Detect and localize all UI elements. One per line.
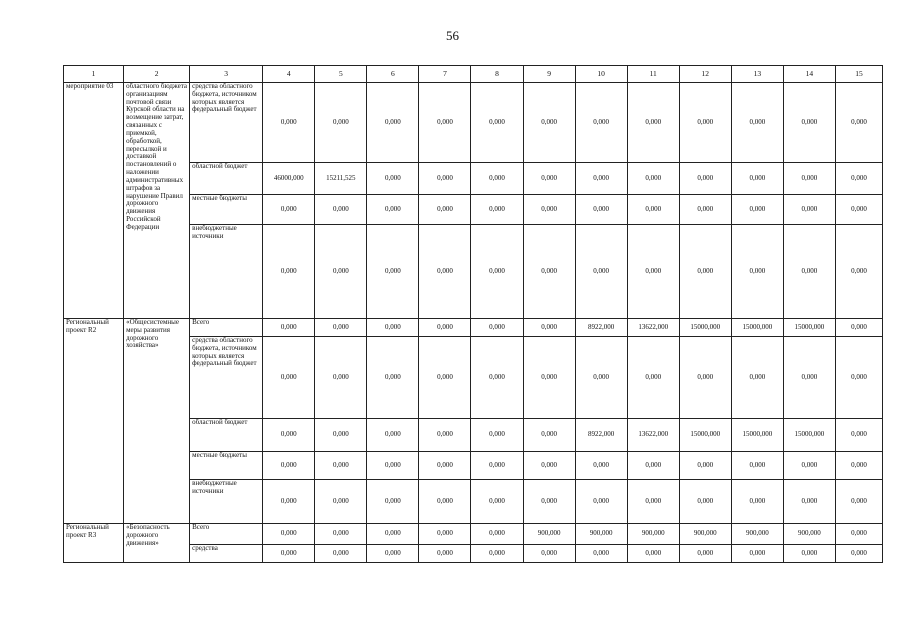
value-cell: 0,000 bbox=[679, 225, 731, 319]
value-cell: 0,000 bbox=[367, 337, 419, 419]
value-cell: 900,000 bbox=[627, 524, 679, 545]
value-cell: 0,000 bbox=[263, 524, 315, 545]
value-cell: 0,000 bbox=[627, 545, 679, 563]
value-cell: 0,000 bbox=[679, 452, 731, 480]
value-cell: 0,000 bbox=[419, 419, 471, 452]
measure-name-cell: мероприятие 03 bbox=[64, 83, 124, 319]
value-cell: 0,000 bbox=[315, 452, 367, 480]
value-cell: 0,000 bbox=[419, 545, 471, 563]
value-cell: 0,000 bbox=[471, 319, 523, 337]
column-header-8: 8 bbox=[471, 66, 523, 83]
value-cell: 0,000 bbox=[783, 225, 835, 319]
funding-source-cell: внебюджетные источники bbox=[190, 480, 263, 524]
value-cell: 0,000 bbox=[835, 452, 882, 480]
value-cell: 900,000 bbox=[783, 524, 835, 545]
value-cell: 15000,000 bbox=[731, 419, 783, 452]
value-cell: 0,000 bbox=[575, 452, 627, 480]
measure-description-cell: «Безопасность дорожного движения» bbox=[124, 524, 190, 563]
value-cell: 0,000 bbox=[523, 419, 575, 452]
value-cell: 0,000 bbox=[731, 195, 783, 225]
value-cell: 0,000 bbox=[523, 163, 575, 195]
value-cell: 46000,000 bbox=[263, 163, 315, 195]
value-cell: 0,000 bbox=[367, 480, 419, 524]
table-row bbox=[64, 319, 883, 337]
value-cell: 0,000 bbox=[523, 225, 575, 319]
budget-table bbox=[63, 65, 883, 563]
funding-source-cell: средства bbox=[190, 545, 263, 563]
value-cell: 0,000 bbox=[315, 319, 367, 337]
value-cell: 0,000 bbox=[835, 419, 882, 452]
value-cell: 0,000 bbox=[835, 319, 882, 337]
value-cell: 0,000 bbox=[315, 225, 367, 319]
value-cell: 0,000 bbox=[367, 195, 419, 225]
value-cell: 0,000 bbox=[575, 545, 627, 563]
value-cell: 0,000 bbox=[835, 480, 882, 524]
value-cell: 0,000 bbox=[575, 225, 627, 319]
value-cell: 0,000 bbox=[679, 195, 731, 225]
value-cell: 0,000 bbox=[315, 524, 367, 545]
value-cell: 0,000 bbox=[627, 195, 679, 225]
value-cell: 0,000 bbox=[523, 545, 575, 563]
value-cell: 0,000 bbox=[263, 83, 315, 163]
value-cell: 0,000 bbox=[367, 545, 419, 563]
value-cell: 0,000 bbox=[471, 225, 523, 319]
value-cell: 0,000 bbox=[263, 419, 315, 452]
value-cell: 0,000 bbox=[627, 337, 679, 419]
value-cell: 0,000 bbox=[263, 195, 315, 225]
value-cell: 0,000 bbox=[471, 195, 523, 225]
value-cell: 0,000 bbox=[783, 452, 835, 480]
value-cell: 900,000 bbox=[679, 524, 731, 545]
value-cell: 0,000 bbox=[315, 195, 367, 225]
value-cell: 15000,000 bbox=[783, 419, 835, 452]
value-cell: 0,000 bbox=[471, 452, 523, 480]
value-cell: 15211,525 bbox=[315, 163, 367, 195]
value-cell: 0,000 bbox=[627, 452, 679, 480]
funding-source-cell: областной бюджет bbox=[190, 419, 263, 452]
value-cell: 0,000 bbox=[367, 83, 419, 163]
value-cell: 0,000 bbox=[523, 480, 575, 524]
value-cell: 0,000 bbox=[575, 195, 627, 225]
value-cell: 900,000 bbox=[575, 524, 627, 545]
value-cell: 15000,000 bbox=[731, 319, 783, 337]
value-cell: 0,000 bbox=[523, 337, 575, 419]
value-cell: 0,000 bbox=[731, 545, 783, 563]
table-row bbox=[64, 524, 883, 545]
value-cell: 0,000 bbox=[419, 83, 471, 163]
value-cell: 0,000 bbox=[263, 337, 315, 419]
value-cell: 0,000 bbox=[315, 545, 367, 563]
value-cell: 0,000 bbox=[679, 163, 731, 195]
measure-description-cell: «Общесистемные меры развития дорожного хозяйства» bbox=[124, 319, 190, 524]
value-cell: 8922,000 bbox=[575, 319, 627, 337]
value-cell: 0,000 bbox=[679, 545, 731, 563]
value-cell: 0,000 bbox=[731, 225, 783, 319]
value-cell: 0,000 bbox=[731, 480, 783, 524]
header-row bbox=[64, 66, 883, 83]
value-cell: 0,000 bbox=[263, 225, 315, 319]
column-header-7: 7 bbox=[419, 66, 471, 83]
column-header-6: 6 bbox=[367, 66, 419, 83]
value-cell: 0,000 bbox=[471, 83, 523, 163]
value-cell: 0,000 bbox=[419, 480, 471, 524]
funding-source-cell: Всего bbox=[190, 319, 263, 337]
column-header-14: 14 bbox=[783, 66, 835, 83]
column-header-10: 10 bbox=[575, 66, 627, 83]
funding-source-cell: областной бюджет bbox=[190, 163, 263, 195]
measure-name-cell: Региональный проект R2 bbox=[64, 319, 124, 524]
value-cell: 0,000 bbox=[679, 480, 731, 524]
value-cell: 0,000 bbox=[627, 163, 679, 195]
table-row bbox=[64, 83, 883, 163]
column-header-11: 11 bbox=[627, 66, 679, 83]
column-header-4: 4 bbox=[263, 66, 315, 83]
value-cell: 0,000 bbox=[835, 163, 882, 195]
value-cell: 13622,000 bbox=[627, 319, 679, 337]
value-cell: 0,000 bbox=[367, 163, 419, 195]
value-cell: 0,000 bbox=[471, 480, 523, 524]
value-cell: 0,000 bbox=[419, 452, 471, 480]
column-header-3: 3 bbox=[190, 66, 263, 83]
value-cell: 13622,000 bbox=[627, 419, 679, 452]
value-cell: 0,000 bbox=[367, 452, 419, 480]
column-header-1: 1 bbox=[64, 66, 124, 83]
value-cell: 0,000 bbox=[835, 337, 882, 419]
column-header-2: 2 bbox=[124, 66, 190, 83]
column-header-5: 5 bbox=[315, 66, 367, 83]
value-cell: 0,000 bbox=[471, 545, 523, 563]
measure-name-cell: Региональный проект R3 bbox=[64, 524, 124, 563]
value-cell: 0,000 bbox=[783, 83, 835, 163]
value-cell: 0,000 bbox=[263, 545, 315, 563]
value-cell: 0,000 bbox=[679, 83, 731, 163]
value-cell: 0,000 bbox=[471, 419, 523, 452]
value-cell: 0,000 bbox=[783, 195, 835, 225]
column-header-15: 15 bbox=[835, 66, 882, 83]
funding-source-cell: Всего bbox=[190, 524, 263, 545]
page-number: 56 bbox=[446, 28, 459, 43]
value-cell: 0,000 bbox=[471, 524, 523, 545]
value-cell: 15000,000 bbox=[679, 319, 731, 337]
value-cell: 0,000 bbox=[315, 337, 367, 419]
value-cell: 0,000 bbox=[315, 480, 367, 524]
value-cell: 0,000 bbox=[575, 83, 627, 163]
value-cell: 0,000 bbox=[731, 452, 783, 480]
value-cell: 0,000 bbox=[575, 163, 627, 195]
value-cell: 0,000 bbox=[367, 225, 419, 319]
value-cell: 0,000 bbox=[835, 524, 882, 545]
value-cell: 0,000 bbox=[315, 419, 367, 452]
value-cell: 8922,000 bbox=[575, 419, 627, 452]
measure-description-cell: областного бюджета организациям почтовой связи Курской области на возмещение затрат, связанных с приемкой, обработкой, пересылкой и доставкой постановлений о наложении административных штрафов за нарушение Правил дорожного движения Российской Федерации bbox=[124, 83, 190, 319]
column-header-13: 13 bbox=[731, 66, 783, 83]
value-cell: 0,000 bbox=[731, 163, 783, 195]
value-cell: 0,000 bbox=[575, 337, 627, 419]
value-cell: 0,000 bbox=[783, 480, 835, 524]
value-cell: 0,000 bbox=[627, 225, 679, 319]
value-cell: 0,000 bbox=[523, 195, 575, 225]
value-cell: 0,000 bbox=[367, 419, 419, 452]
value-cell: 0,000 bbox=[783, 337, 835, 419]
value-cell: 0,000 bbox=[835, 225, 882, 319]
value-cell: 0,000 bbox=[627, 83, 679, 163]
value-cell: 0,000 bbox=[731, 83, 783, 163]
value-cell: 0,000 bbox=[367, 524, 419, 545]
value-cell: 0,000 bbox=[419, 225, 471, 319]
value-cell: 0,000 bbox=[575, 480, 627, 524]
value-cell: 0,000 bbox=[419, 163, 471, 195]
value-cell: 0,000 bbox=[523, 452, 575, 480]
value-cell: 0,000 bbox=[783, 163, 835, 195]
value-cell: 0,000 bbox=[731, 337, 783, 419]
value-cell: 900,000 bbox=[523, 524, 575, 545]
value-cell: 900,000 bbox=[731, 524, 783, 545]
funding-source-cell: внебюджетные источники bbox=[190, 225, 263, 319]
value-cell: 0,000 bbox=[263, 319, 315, 337]
funding-source-cell: средства областного бюджета, источником которых является федеральный бюджет bbox=[190, 83, 263, 163]
value-cell: 0,000 bbox=[471, 337, 523, 419]
column-header-9: 9 bbox=[523, 66, 575, 83]
value-cell: 0,000 bbox=[523, 83, 575, 163]
value-cell: 0,000 bbox=[783, 545, 835, 563]
value-cell: 0,000 bbox=[523, 319, 575, 337]
value-cell: 0,000 bbox=[367, 319, 419, 337]
value-cell: 0,000 bbox=[835, 83, 882, 163]
value-cell: 0,000 bbox=[679, 337, 731, 419]
funding-source-cell: средства областного бюджета, источником которых является федеральный бюджет bbox=[190, 337, 263, 419]
value-cell: 0,000 bbox=[835, 195, 882, 225]
value-cell: 15000,000 bbox=[783, 319, 835, 337]
value-cell: 0,000 bbox=[419, 524, 471, 545]
value-cell: 0,000 bbox=[419, 319, 471, 337]
value-cell: 0,000 bbox=[419, 337, 471, 419]
value-cell: 0,000 bbox=[419, 195, 471, 225]
value-cell: 0,000 bbox=[315, 83, 367, 163]
value-cell: 0,000 bbox=[627, 480, 679, 524]
funding-source-cell: местные бюджеты bbox=[190, 195, 263, 225]
value-cell: 0,000 bbox=[471, 163, 523, 195]
value-cell: 0,000 bbox=[835, 545, 882, 563]
column-header-12: 12 bbox=[679, 66, 731, 83]
value-cell: 15000,000 bbox=[679, 419, 731, 452]
value-cell: 0,000 bbox=[263, 480, 315, 524]
funding-source-cell: местные бюджеты bbox=[190, 452, 263, 480]
value-cell: 0,000 bbox=[263, 452, 315, 480]
